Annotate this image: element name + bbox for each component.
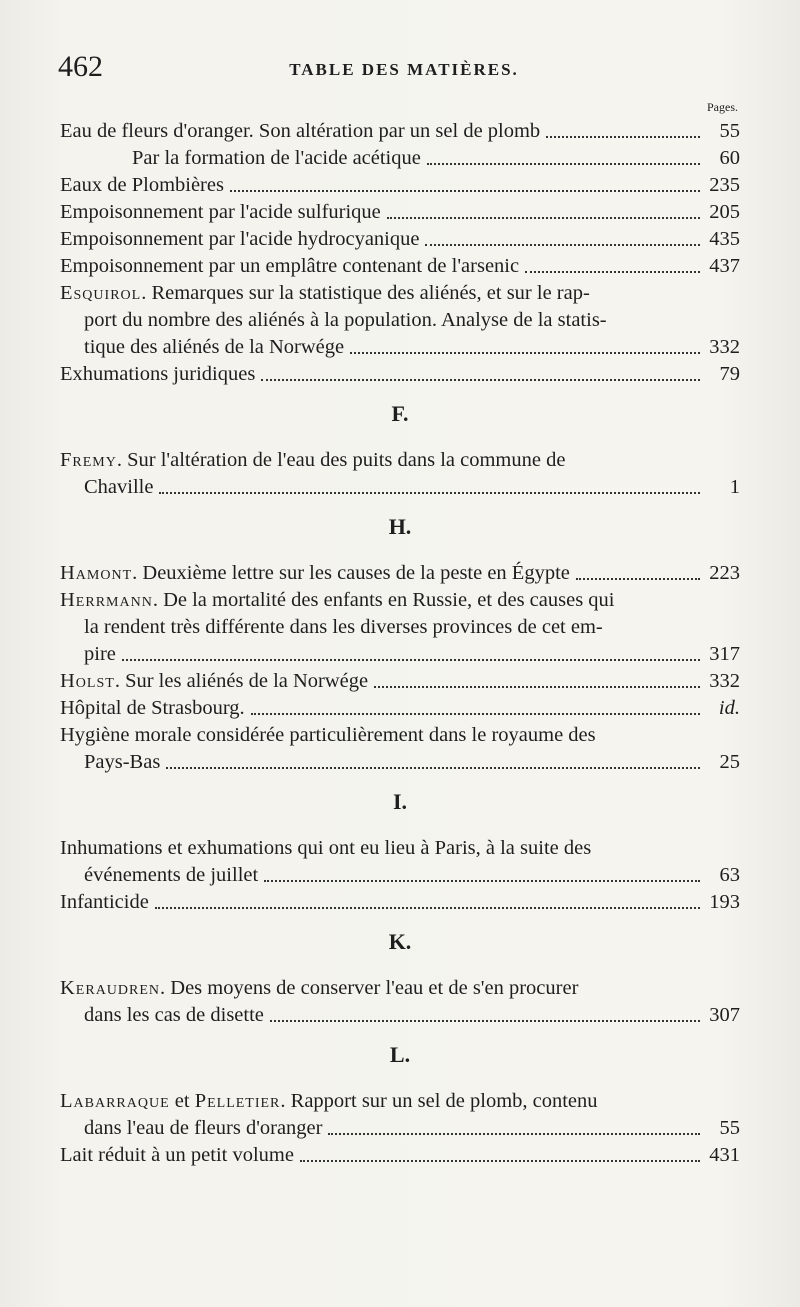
index-entry [60, 172, 740, 199]
section-heading-k: K. [388, 929, 412, 954]
dot-leader [525, 271, 700, 273]
entry-text: Empoisonnement par un emplâtre contenant de l'arsenic [60, 255, 520, 277]
entry-text-cont: dans les cas de disette [84, 1004, 264, 1026]
dot-leader [122, 659, 700, 661]
entry-page: 63 [719, 864, 740, 886]
author-name: Esquirol [60, 282, 142, 304]
dot-leader [576, 578, 700, 580]
entry-text: . Sur les aliénés de la Norwége [114, 670, 369, 692]
entry-text: . Rapport sur un sel de plomb, contenu [280, 1090, 598, 1112]
author-name: Pelletier [194, 1090, 281, 1112]
entry-page: id. [718, 697, 740, 719]
entry-page: 317 [709, 643, 740, 665]
entry-text-cont: la rendent très différente dans les diverses provinces de cet em- [84, 616, 603, 638]
dot-leader [425, 244, 700, 246]
entry-text: . Des moyens de conserver l'eau et de s'en procurer [160, 977, 579, 999]
dot-leader [166, 767, 700, 769]
entry-text-cont: tique des aliénés de la Norwége [84, 336, 345, 358]
section-heading-f: F. [391, 401, 409, 426]
entry-page: 223 [709, 562, 740, 584]
dot-leader [350, 352, 700, 354]
dot-leader [387, 217, 700, 219]
entry-text: Infanticide [60, 891, 149, 913]
author-name: Hamont [60, 562, 133, 584]
entry-text: Eau de fleurs d'oranger. Son altération par un sel de plomb [60, 120, 541, 142]
dot-leader [264, 880, 700, 882]
index-entry-labarraque [60, 1088, 740, 1142]
index-subentry [60, 145, 740, 172]
entry-text-cont: dans l'eau de fleurs d'oranger [84, 1117, 323, 1139]
dot-leader [230, 190, 700, 192]
index-entry-hamont [60, 560, 740, 587]
entry-text: Par la formation de l'acide acétique [132, 147, 421, 169]
index-content [60, 118, 740, 1169]
dot-leader [546, 136, 700, 138]
pages-column-label: Pages. [707, 100, 738, 114]
entry-text-cont: port du nombre des aliénés à la population. Analyse de la statis- [84, 309, 607, 331]
entry-text: . Remarques sur la statistique des aliénés, et sur le rap- [141, 282, 590, 304]
entry-text: Hygiène morale considérée particulièrement dans le royaume des [60, 724, 596, 746]
entry-page: 235 [709, 174, 740, 196]
entry-page: 79 [719, 363, 740, 385]
index-entry-fremy [60, 447, 740, 501]
entry-text-cont: pire [84, 643, 116, 665]
index-entry-esquirol [60, 280, 740, 361]
index-entry [60, 253, 740, 280]
entry-text: . De la mortalité des enfants en Russie, et des causes qui [152, 589, 615, 611]
dot-leader [159, 492, 700, 494]
entry-text-cont: événements de juillet [84, 864, 259, 886]
author-name: Holst [60, 670, 115, 692]
entry-page: 1 [729, 476, 740, 498]
entry-text: et [169, 1090, 195, 1112]
entry-text: Lait réduit à un petit volume [60, 1144, 294, 1166]
dot-leader [328, 1133, 700, 1135]
dot-leader [270, 1020, 700, 1022]
entry-page: 55 [719, 1117, 740, 1139]
section-heading-l: L. [389, 1042, 411, 1067]
entry-page: 60 [719, 147, 740, 169]
entry-text: Exhumations juridiques [60, 363, 256, 385]
entry-page: 437 [709, 255, 740, 277]
section-heading-h: H. [388, 514, 412, 539]
index-entry-holst [60, 668, 740, 695]
entry-page: 193 [709, 891, 740, 913]
index-entry [60, 835, 740, 889]
index-entry-keraudren [60, 975, 740, 1029]
entry-text-cont: Chaville [84, 476, 154, 498]
index-entry [60, 199, 740, 226]
entry-text: . Sur l'altération de l'eau des puits dans la commune de [116, 449, 566, 471]
entry-text: Empoisonnement par l'acide hydrocyanique [60, 228, 420, 250]
entry-page: 55 [719, 120, 740, 142]
index-entry [60, 361, 740, 388]
index-entry [60, 889, 740, 916]
author-name: Labarraque [60, 1090, 170, 1112]
dot-leader [300, 1160, 700, 1162]
page-number: 462 [58, 50, 103, 83]
dot-leader [261, 379, 700, 381]
entry-page: 332 [709, 670, 740, 692]
author-name: Fremy [60, 449, 117, 471]
entry-page: 332 [709, 336, 740, 358]
entry-text: Empoisonnement par l'acide sulfurique [60, 201, 381, 223]
author-name: Herrmann [60, 589, 153, 611]
entry-text: Hôpital de Strasbourg. [60, 697, 245, 719]
entry-page: 307 [709, 1004, 740, 1026]
entry-text: Eaux de Plombières [60, 174, 224, 196]
dot-leader [155, 907, 700, 909]
entry-text: . Deuxième lettre sur les causes de la peste en Égypte [132, 562, 570, 584]
page-header [58, 50, 750, 90]
dot-leader [427, 163, 700, 165]
entry-page: 25 [719, 751, 740, 773]
dot-leader [374, 686, 700, 688]
index-entry [60, 722, 740, 776]
entry-page: 431 [709, 1144, 740, 1166]
entry-text-cont: Pays-Bas [84, 751, 161, 773]
index-entry [60, 226, 740, 253]
entry-page: 435 [709, 228, 740, 250]
index-entry [60, 695, 740, 722]
section-heading-i: I. [392, 789, 408, 814]
running-title: TABLE DES MATIÈRES. [289, 60, 519, 79]
index-entry-herrmann [60, 587, 740, 668]
dot-leader [251, 713, 700, 715]
index-entry [60, 1142, 740, 1169]
entry-text: Inhumations et exhumations qui ont eu lieu à Paris, à la suite des [60, 837, 592, 859]
author-name: Keraudren [60, 977, 161, 999]
entry-page: 205 [709, 201, 740, 223]
index-entry [60, 118, 740, 145]
